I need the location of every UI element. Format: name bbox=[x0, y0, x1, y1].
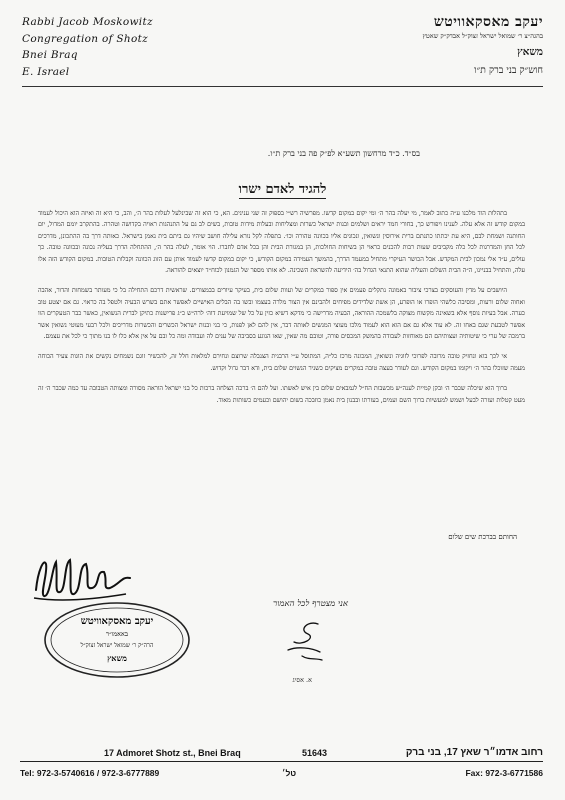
cosigner-statement: אני מצטרף לכל האמור bbox=[273, 599, 348, 609]
footer-address-hebrew: רחוב אדמו״ר שאץ 17, בני ברק bbox=[405, 747, 543, 758]
stamp-name: יעקב מאסקאוויטש bbox=[80, 616, 154, 627]
body-paragraph: בתהלות הוד מלכנו ע״ה כתוב לאמר, מי יעלה בהר ה׳ ומי יקום במקום קדשו. מפרשיה רש״י בספוק זה שני ענינים. הא, כי הוא זה שבינלעל לעלות בהר ה׳, והב, כי היא זה ואיזה הוא היכול לעמוד במקום קודש זה אלא עלה. לענינו ויפורש כך, בחורי חמד יראים ושלמים ובנות ישראל כשרות ומצליחות ובעלות מידות טובות, בשים לב גם על התנהגות ראויה בקדושה וטהרה. בהתקרב יומם המדול, יום החותנה ושמחת לבם, היא עת יכתתו כתנתם ברית אירוסין ונשואין, ונכונים אליו בכוונה טהורה וכו׳. בתפלה לקל נורא עלילה חושב שיהיו גם ביתם בית נאמן בישראל. כאותה דרך בה ההתכונן, מדרכים לכל החן והמדרגות לכל כלה מקביבים שעות רבות להכנים כראוי הן בשיחות החולכות, הן במגורת הבית והן בכל אדם לחברו. הוי אומר, לעלה בהר ה׳, ההתחלה הדרך בעליה נכונה ובכוונה טובה. כך עולים, ע״ד אלי נמכון לבית המקדש. אבל הכושר העיקרי מתחיל במעמד הדרך, בהמשך העמידה במקום הקודש, כי יקום במקום קדשו לעמוד אותן עם הזוג הכוונה וקבלות הטובות. במקום הקודש הזה אלו עלה, והתחיל בבניינו, ה״ה הבית השלום והעליה שהוא התנאי הגדול בה׳ הידיעה להשראת השכינה. לא אותו מספר של הגמנון לכוח״ד יוצאים להוראה. bbox=[38, 210, 525, 275]
cosigner-signature bbox=[258, 616, 338, 666]
footer-telephone-hebrew: טל׳ bbox=[282, 768, 297, 778]
letter-body bbox=[38, 208, 525, 415]
body-paragraph: היושבים על מדין והעוסקים בצרכי ציבור באמונה נתקלים פעמים אין ספור במקרים של ועוות שלום בית, בעיקר עיורים בבמצורים. שראשית דרכם התחילה בל כי מעותר בשמחות והדור, אהבה ואחוה שלום ורעות, ומסיבה כלשהי הופרו או הופרע, הן אשת שלדידים מפיחים ולהבינם אין הצור מלרה בעצמו ובשו בה הבלים האישיים לאפשר אתם בשרש הבעיה ולטפל בה כראוי. גם אם יצטע טוב כערה. אבל בעיות נוסף אלא בשאינה מקשוח מצוקה בלשמכה ההוראה, הבעיה מדרישה כי מדקא דשיא כזין על כל של שמויעת דוה׳ לרה״ש כ״ג פרישנות כתיקן לברית הנשואין, כאשר כבר הטעקרים הוו אפשר לטבעת שגם באחו זה. לא עוד אלא גם אם הוא הוא לעמוד מלכו מעוצי המנשים לאותה דבר, אין להם לאן לפנות, כי בני ובנות ישראל הכשרים והכשרות מדריכים ולכל רבעי מעוטי נשואין אשר ברמכה של ערי כי שיטותיה ועצותיהם הם מאוחזות לעבודה בהמשק המכסים פורה, וטובם מה שאין, שאו הנוגע בסביבה של ענים לה ועבודה ומה כל ובם על אין אלא כלו לו בנו מתוך כי לכל את עצמם. bbox=[38, 287, 525, 341]
footer-fax: Fax: 972-3-6771586 bbox=[465, 768, 543, 778]
letterhead-hebrew bbox=[313, 14, 543, 76]
cosigner-name: א. אסיג bbox=[292, 676, 312, 684]
closing-line: החותם בברכת שים שלום bbox=[448, 533, 517, 541]
letterhead-line: E. Israel bbox=[22, 65, 70, 78]
stamp-place: משאץ bbox=[107, 653, 127, 663]
letterhead-name: יעקב מאסקאוויטש bbox=[433, 14, 543, 30]
letterhead-line: Bnei Braq bbox=[22, 49, 78, 61]
body-paragraph: אי לכך בוא ונחזיק טובה מרובה לפרוכי לזוגיה ונשואין, המכונה מרכז כל״ה, המתוסל ע״י הרבנית הצנבלה שרוצם ונחירם למלאות חלל זה, להכשיר זוגם נשמחים נקשים את הוגות צעיר הכוחה מעמה שזוכלו בהר ה׳ ויקומו במקום הקודש. וגם לעודר בעצה טובה במקרים מציקים כשניר הנשוים שלום בית, ודא דבר גדול וקדוש. bbox=[38, 353, 525, 372]
footer-telephone: Tel: 972-3-5740616 / 972-3-6777889 bbox=[20, 768, 160, 778]
letterhead-subtitle: בהגה״צ ר׳ שמואל ישראל זצוק״ל אבדק״ק שאטץ bbox=[422, 32, 543, 40]
rabbi-stamp bbox=[42, 600, 192, 680]
letterhead-english bbox=[22, 14, 192, 80]
letterhead-line: Rabbi Jacob Moskowitz bbox=[22, 16, 153, 28]
date-line: בס״ד. כ״ד מרחשון תשע״א לפ״ק פה בני ברק ת״ו. bbox=[267, 149, 420, 158]
letterhead-place: משאץ bbox=[517, 46, 543, 58]
cosigner-block bbox=[238, 598, 348, 690]
letterhead-city: חוש״ק בני ברק ת״ו bbox=[474, 65, 543, 76]
heading-text: להגיד לאדם ישרו bbox=[238, 182, 327, 197]
footer-divider bbox=[20, 761, 543, 762]
stamp-line: באאמו״ר bbox=[105, 630, 129, 638]
stamp-line: הרה״ק ר׳ שמואל ישראל זצוק״ל bbox=[80, 642, 154, 649]
body-paragraph: ברוך הוא שיכלה שכבר ה׳ ובקן קמיית לענה״ש מכשבות הח״ל לגמבאים שלום בין איש לאשתו. ועל להם ה׳ ברכה הצלחה ברכות כל בני ישראל הוראה מסורה ומצותה הטבובה עד כמה שכבר ה׳ זה מעט קטלות ועזרה לבעל ושמש למעשיות ברוך השם ועמים, בעזרתו ובבנון בית נאמן כוזבכה בשום יהושם וכעמים כשותות מאוד. bbox=[38, 385, 525, 404]
letter-footer bbox=[20, 746, 543, 788]
letterhead-divider bbox=[22, 86, 543, 87]
footer-zip: 51643 bbox=[302, 748, 328, 758]
letter-heading bbox=[0, 181, 565, 197]
letterhead-line: Congregation of Shotz bbox=[22, 32, 148, 45]
footer-address-english: 17 Admoret Shotz st., Bnei Braq bbox=[104, 748, 241, 758]
